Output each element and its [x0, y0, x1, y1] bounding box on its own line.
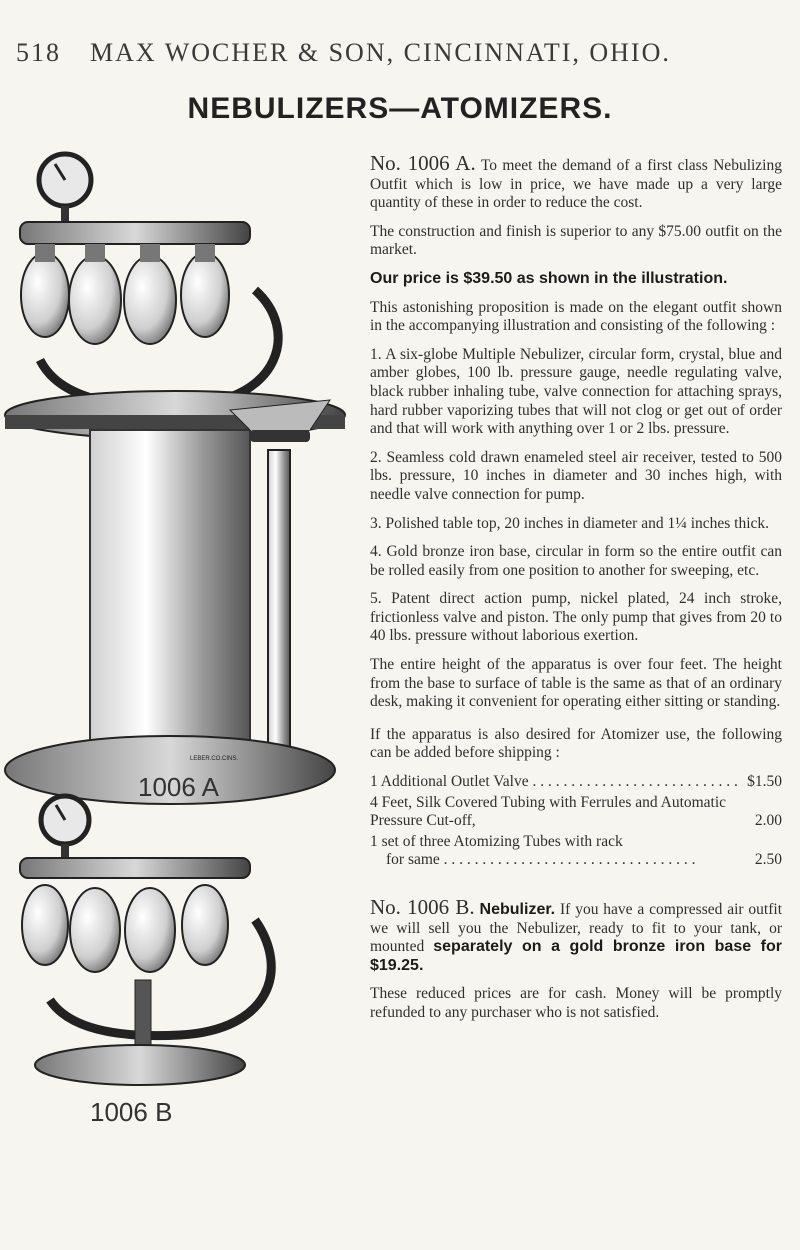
item-4: 4. Gold bronze iron base, circular in form so the entire outfit can be rolled easily from one position to another for sweeping, etc. [370, 543, 782, 579]
b-paragraph [370, 895, 783, 975]
item-5: 5. Patent direct action pump, nickel plated, 24 inch stroke, frictionless valve and piston. The only pump that gives from 20 to 40 lbs. pressure without laborious exertion. [370, 590, 782, 645]
nebulizer-only-illustration [0, 780, 300, 1100]
page-header [0, 38, 800, 72]
proposition-paragraph: This astonishing proposition is made on the elegant outfit shown in the accompanying illustration and consisting of the following : [370, 298, 782, 335]
price-statement: Our price is $39.50 as shown in the illustration. [370, 269, 728, 287]
pressure-gauge-icon [41, 796, 89, 858]
price-item-cont: for same . . . [386, 851, 751, 870]
price-item: 1 set of three Atomizing Tubes with rack [370, 832, 623, 850]
globes-icon [22, 885, 228, 972]
price-row [370, 794, 782, 831]
intro-paragraph [370, 151, 782, 213]
product-number-b: No. 1006 B. [370, 895, 475, 919]
b-price: separately on a gold bronze iron base for $19.25. [370, 938, 783, 974]
globes-icon [21, 244, 229, 344]
price-amount: 2.50 [754, 851, 782, 869]
price-row [370, 773, 782, 792]
item-1: 1. A six-globe Multiple Nebulizer, circular form, crystal, blue and amber globes, 100 lb. pressure gauge, needle regulating valve, black rubber inhaling tube, valve connection for attaching sprays, hard rubber vaporizing tubes that will not clog or get out of order and that will work with anything over 1 or 2 lbs. pressure. [370, 345, 782, 438]
price-item: 1 Additional Outlet Valve . . . [370, 773, 743, 792]
price-amount: $1.50 [747, 773, 782, 791]
price-row [370, 833, 782, 870]
section-title: NEBULIZERS—ATOMIZERS. [187, 92, 613, 125]
b-name: Nebulizer. [479, 901, 556, 918]
page-number: 518 [16, 38, 61, 67]
figure-label-b: 1006 B [90, 1097, 173, 1127]
price-item: 4 Feet, Silk Covered Tubing with Ferrules and Automatic Pressure Cut-off, [370, 793, 727, 830]
item-3: 3. Polished table top, 20 inches in diameter and 1¼ inches thick. [370, 514, 770, 532]
running-head: MAX WOCHER & SON, CINCINNATI, OHIO. [90, 38, 671, 67]
pressure-gauge-icon [39, 154, 91, 222]
maker-stamp: LEBER.CO.CINS. [190, 756, 239, 762]
construction-paragraph: The construction and finish is superior to any $75.00 outfit on the market. [370, 222, 782, 259]
height-note: The entire height of the apparatus is over four feet. The height from the base to surface of table is the same as that of an ordinary desk, making it convenient for operating either sitting or standing. [370, 656, 782, 711]
price-list [370, 773, 782, 870]
b-text: If you have a compressed air outfit we will sell you the Nebulizer, ready to fit to your tank, or mounted [370, 901, 783, 956]
intro-text: To meet the demand of a first class Nebulizing Outfit which is low in price, we have made up a very large quantity of these in order to reduce the cost. [370, 157, 782, 212]
closing-paragraph: These reduced prices are for cash. Money will be promptly refunded to any purchaser who is not satisfied. [370, 985, 782, 1021]
product-number-a: No. 1006 A. [370, 151, 476, 175]
price-amount: 2.00 [754, 812, 782, 830]
atomizer-intro: If the apparatus is also desired for Atomizer use, the following can be added before shipping : [370, 725, 782, 762]
description-column [370, 151, 783, 1033]
figure-label-a: 1006 A [138, 772, 219, 802]
item-2: 2. Seamless cold drawn enameled steel air receiver, tested to 500 lbs. pressure, 10 inches in diameter and 30 inches high, with needle valve connection for pump. [370, 448, 782, 503]
